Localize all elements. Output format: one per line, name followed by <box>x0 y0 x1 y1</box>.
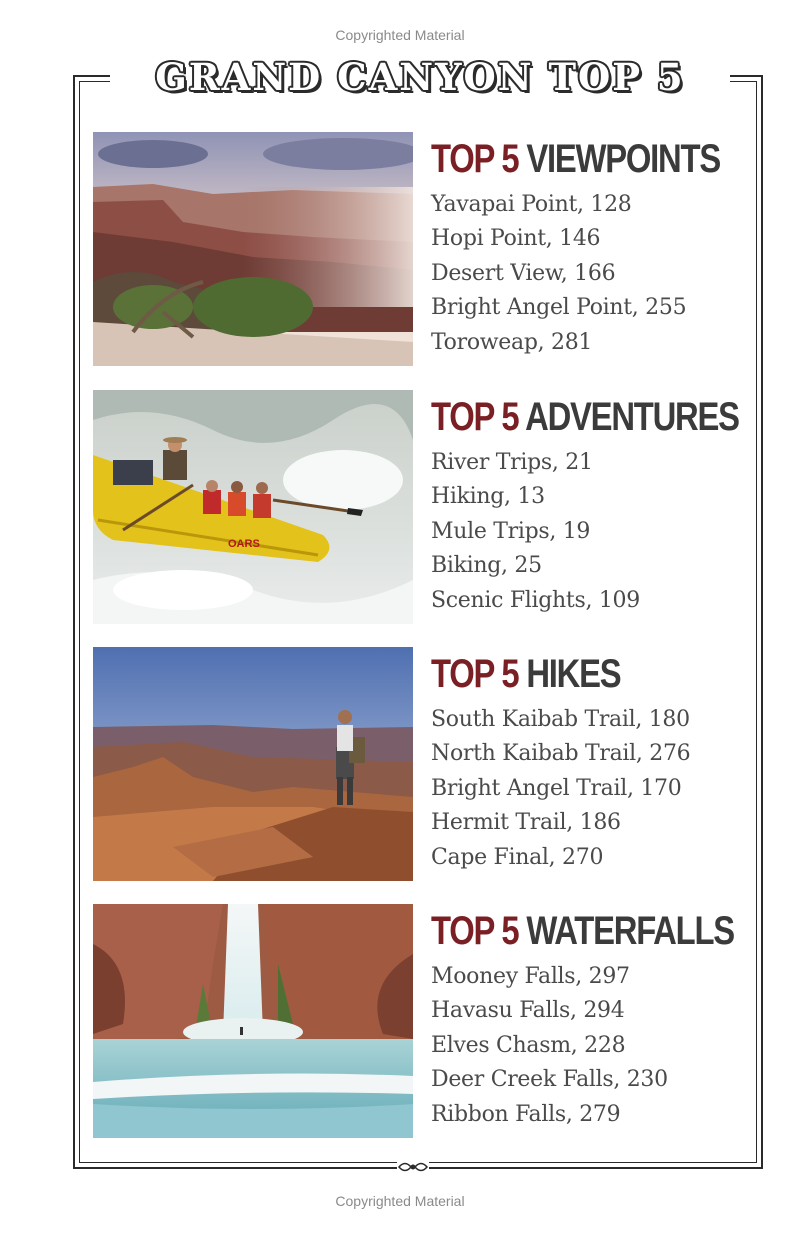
list-item: River Trips, 21 <box>431 450 593 475</box>
waterfalls-list <box>431 960 668 1132</box>
list-item: Desert View, 166 <box>431 260 616 286</box>
raft-label: OARS <box>228 538 260 550</box>
section-adventures <box>93 390 753 624</box>
list-item: Bright Angel Point, 255 <box>431 295 687 321</box>
copyright-notice-top: Copyrighted Material <box>335 27 465 43</box>
list-item: Elves Chasm, 228 <box>431 1032 626 1058</box>
list-item: Deer Creek Falls, 230 <box>431 1067 668 1093</box>
list-item: South Kaibab Trail, 180 <box>431 707 690 732</box>
hiker-on-rim-photo <box>93 647 413 881</box>
heading-title: ADVENTURES <box>525 395 739 439</box>
viewpoints-list <box>431 188 686 360</box>
section-viewpoints <box>93 132 753 366</box>
adventures-list <box>431 446 640 618</box>
section-waterfalls <box>93 904 753 1138</box>
section-heading <box>431 649 620 699</box>
list-item: Toroweap, 281 <box>431 329 593 355</box>
list-item: Havasu Falls, 294 <box>431 998 625 1024</box>
heading-accent: TOP 5 <box>431 909 519 953</box>
waterfall-photo <box>93 904 413 1138</box>
heading-accent: TOP 5 <box>431 652 519 696</box>
heading-title: WATERFALLS <box>526 909 734 953</box>
section-heading <box>431 392 739 442</box>
list-item: Bright Angel Trail, 170 <box>431 775 682 801</box>
heading-title: HIKES <box>526 652 621 696</box>
list-item: Ribbon Falls, 279 <box>431 1101 621 1127</box>
section-hikes <box>93 647 753 881</box>
list-item: Cape Final, 270 <box>431 844 604 870</box>
list-item: Mule Trips, 19 <box>431 518 591 544</box>
frame-ornament <box>397 1159 429 1175</box>
list-item: Biking, 25 <box>431 553 542 579</box>
hikes-list <box>431 703 690 875</box>
grand-canyon-viewpoint-photo <box>93 132 413 366</box>
list-item: Mooney Falls, 297 <box>431 964 630 989</box>
heading-accent: TOP 5 <box>431 395 519 439</box>
section-heading <box>431 906 734 956</box>
copyright-notice-bottom: Copyrighted Material <box>335 1193 465 1209</box>
list-item: North Kaibab Trail, 276 <box>431 741 691 767</box>
heading-title: VIEWPOINTS <box>526 137 720 181</box>
list-item: Hiking, 13 <box>431 484 545 510</box>
section-heading <box>431 134 720 184</box>
heading-accent: TOP 5 <box>431 137 519 181</box>
list-item: Scenic Flights, 109 <box>431 587 640 613</box>
list-item: Hermit Trail, 186 <box>431 810 621 836</box>
list-item: Hopi Point, 146 <box>431 226 601 252</box>
page-title: GRAND CANYON TOP 5 <box>110 54 730 100</box>
list-item: Yavapai Point, 128 <box>431 192 632 217</box>
river-rafting-photo <box>93 390 413 624</box>
